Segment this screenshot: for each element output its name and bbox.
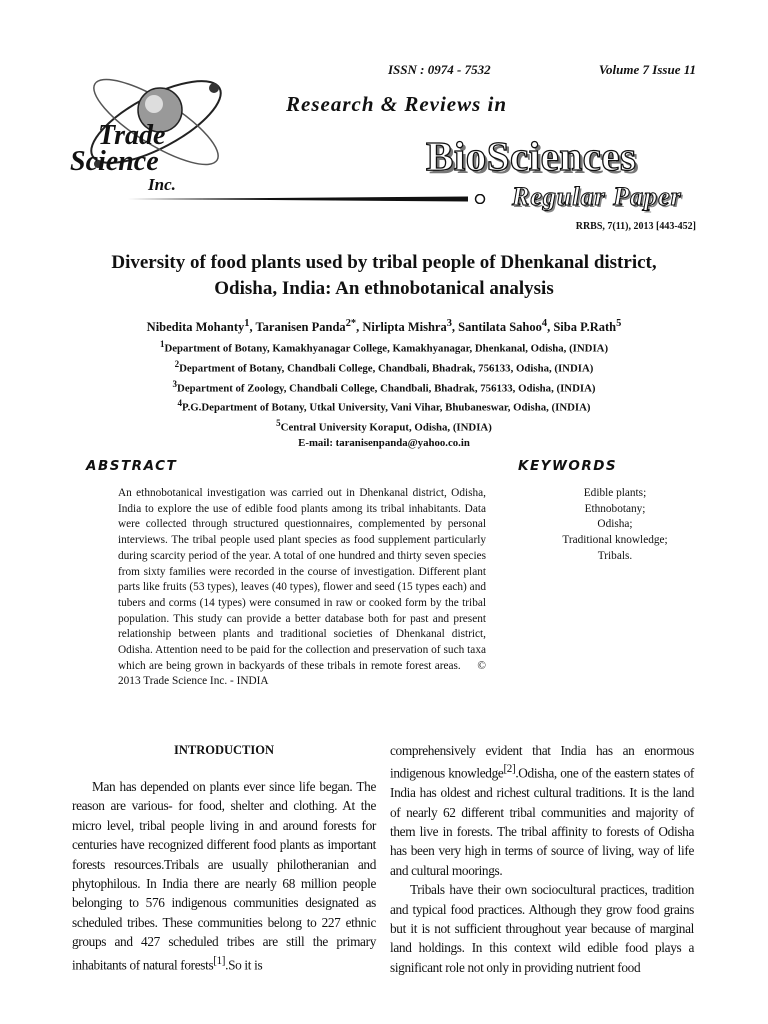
- introduction-heading: INTRODUCTION: [173, 743, 274, 757]
- affiliation-mark: 1: [159, 339, 165, 349]
- affiliation-text: P.G.Department of Botany, Utkal University, Vani Vihar, Bhubaneswar, Odisha, (INDIA): [181, 401, 591, 414]
- affiliation-text: Department of Zoology, Chandbali College, Chandbali, Bhadrak, 756133, Odisha, (INDIA): [177, 382, 596, 395]
- author-name: Nibedita Mohanty: [146, 320, 245, 335]
- paragraph-text: Man has depended on plants ever since life began. The reason are various- for food, shelter and clothing. At the micro level, tribal people living in and around forests for centuries have recognized different food plants as important forests resources.Tribals are usually philotheranian and phytophilous. In India there are nearly 68 million people belonging to 576 indigenous communities designated as scheduled tribes. These communities belong to 227 ethnic groups and 427 scheduled tribes are still the primary inhabitants of natural forests: [72, 779, 376, 973]
- affiliation-text: Department of Botany, Kamakhyanagar College, Kamakhyanagar, Dhenkanal, Odisha, (INDIA): [164, 342, 609, 355]
- author-mark: 3: [446, 318, 452, 329]
- body-column-right: [390, 741, 694, 977]
- trade-science-logo: [64, 60, 240, 200]
- author-name: Taranisen Panda: [255, 320, 346, 335]
- author-mark: 1: [244, 318, 250, 329]
- affiliation: [72, 416, 696, 436]
- abstract-body: An ethnobotanical investigation was carried out in Dhenkanal district, Odisha, India to explore the use of edible food plants among its tribal inhabitants. Data were collected through structured questionnaires, complemented by personal interviews. The tribal people used plant species as food supplement particularly during scarcity period of the year. A total of one hundred and thirty seven species from sixty families were recorded in the course of investigation. Different plant parts like fruits (53 types), leaves (40 types), flower and seed (15 types each) and tubers and corms (14 types) were consumed in raw or cooked form by the tribal population. This study can provide a better database both for past and present relationship between plants and traditional societies of Dhenkanal district, Odisha. Attention need to be paid for the collection and preservation of such taxa which are being grown in backyards of these tribals in remote forest areas.: [118, 487, 486, 672]
- keywords-heading: KEYWORDS: [518, 458, 618, 474]
- affiliation-mark: 2: [174, 358, 180, 369]
- title-line-1: Diversity of food plants used by tribal people of Dhenkanal district,: [111, 252, 657, 273]
- article-title: [72, 250, 696, 302]
- journal-series: Research & Reviews in: [286, 92, 508, 116]
- affiliation: [72, 357, 696, 377]
- author-name: Siba P.Rath: [553, 320, 617, 335]
- reference-mark: [2]: [503, 763, 516, 776]
- email-line: E-mail: taranisenpanda@yahoo.co.in: [298, 436, 470, 449]
- keyword-item: Tribals.: [597, 549, 633, 562]
- logo-word-trade: Trade: [98, 120, 166, 151]
- paragraph-text: .So it is: [225, 957, 263, 973]
- author-mark: 5: [616, 318, 622, 329]
- affiliation-text: Central University Koraput, Odisha, (INDIA): [280, 421, 492, 434]
- logo-word-inc: Inc.: [148, 175, 176, 194]
- author-mark: 4: [541, 318, 548, 329]
- paragraph-text: .Odisha, one of the eastern states of India has oldest and richest cultural traditions. It is the land of nearly 62 different tribal communities and majority of them live in forests. The tribal affinity to forests of Odisha has been very high in terms of source of living, way of life and cultural moorings.: [390, 765, 694, 878]
- journal-name: BioSciences: [426, 133, 637, 179]
- affiliation-mark: 4: [177, 398, 182, 409]
- header-rule: [128, 194, 490, 204]
- issn: ISSN : 0974 - 7532: [388, 62, 491, 77]
- intro-paragraph-1: [72, 777, 376, 974]
- keyword-item: Edible plants;: [583, 487, 647, 499]
- affiliation: [72, 396, 696, 416]
- author-list: Nibedita Mohanty$^1$, Taranisen Panda$^{2*}$, Nirlipta Mishra$^3$, Santilata Sahoo$^4$, Siba P.Rath$^5$: [146, 318, 622, 335]
- affiliation-list: [72, 337, 696, 451]
- author-name: Nirlipta Mishra: [362, 320, 447, 335]
- affiliation-mark: 5: [276, 418, 281, 429]
- author-mark: 2*: [345, 318, 357, 329]
- logo-word-science: Science: [70, 146, 159, 177]
- abstract-heading: ABSTRACT: [86, 458, 178, 474]
- body-column-left: [72, 777, 376, 974]
- abstract-text: [118, 486, 486, 690]
- affiliation-mark: 3: [172, 378, 178, 389]
- keyword-item: Ethnobotany;: [584, 502, 646, 515]
- paper-type: Regular Paper: [512, 182, 682, 211]
- intro-paragraph-1-continued: [390, 741, 694, 880]
- author-name: Santilata Sahoo: [458, 320, 542, 335]
- title-line-2: Odisha, India: An ethnobotanical analysis: [214, 278, 554, 299]
- affiliation-text: Department of Botany, Chandbali College, Chandbali, Bhadrak, 756133, Odisha, (INDIA): [179, 362, 594, 375]
- citation: RRBS, 7(11), 2013 [443-452]: [575, 221, 696, 232]
- reference-mark: [1]: [213, 954, 226, 967]
- paragraph-text: comprehensively evident that India has an enormous indigenous knowledge: [390, 743, 694, 781]
- keyword-item: Traditional knowledge;: [562, 534, 668, 547]
- keyword-list: [520, 486, 710, 565]
- volume-issue: Volume 7 Issue 11: [598, 62, 696, 77]
- intro-paragraph-2: Tribals have their own sociocultural practices, tradition and typical food practices. Although they grow food grains but it is not sufficient throughout year because of marginal land holdings. In this context wild edible food plays a significant role not only in providing nutrient food: [390, 882, 694, 975]
- keyword-item: Odisha;: [597, 518, 633, 531]
- affiliation: [72, 377, 696, 397]
- copyright-notice: © 2013 Trade Science Inc. - INDIA: [118, 659, 487, 688]
- affiliation: [72, 337, 696, 357]
